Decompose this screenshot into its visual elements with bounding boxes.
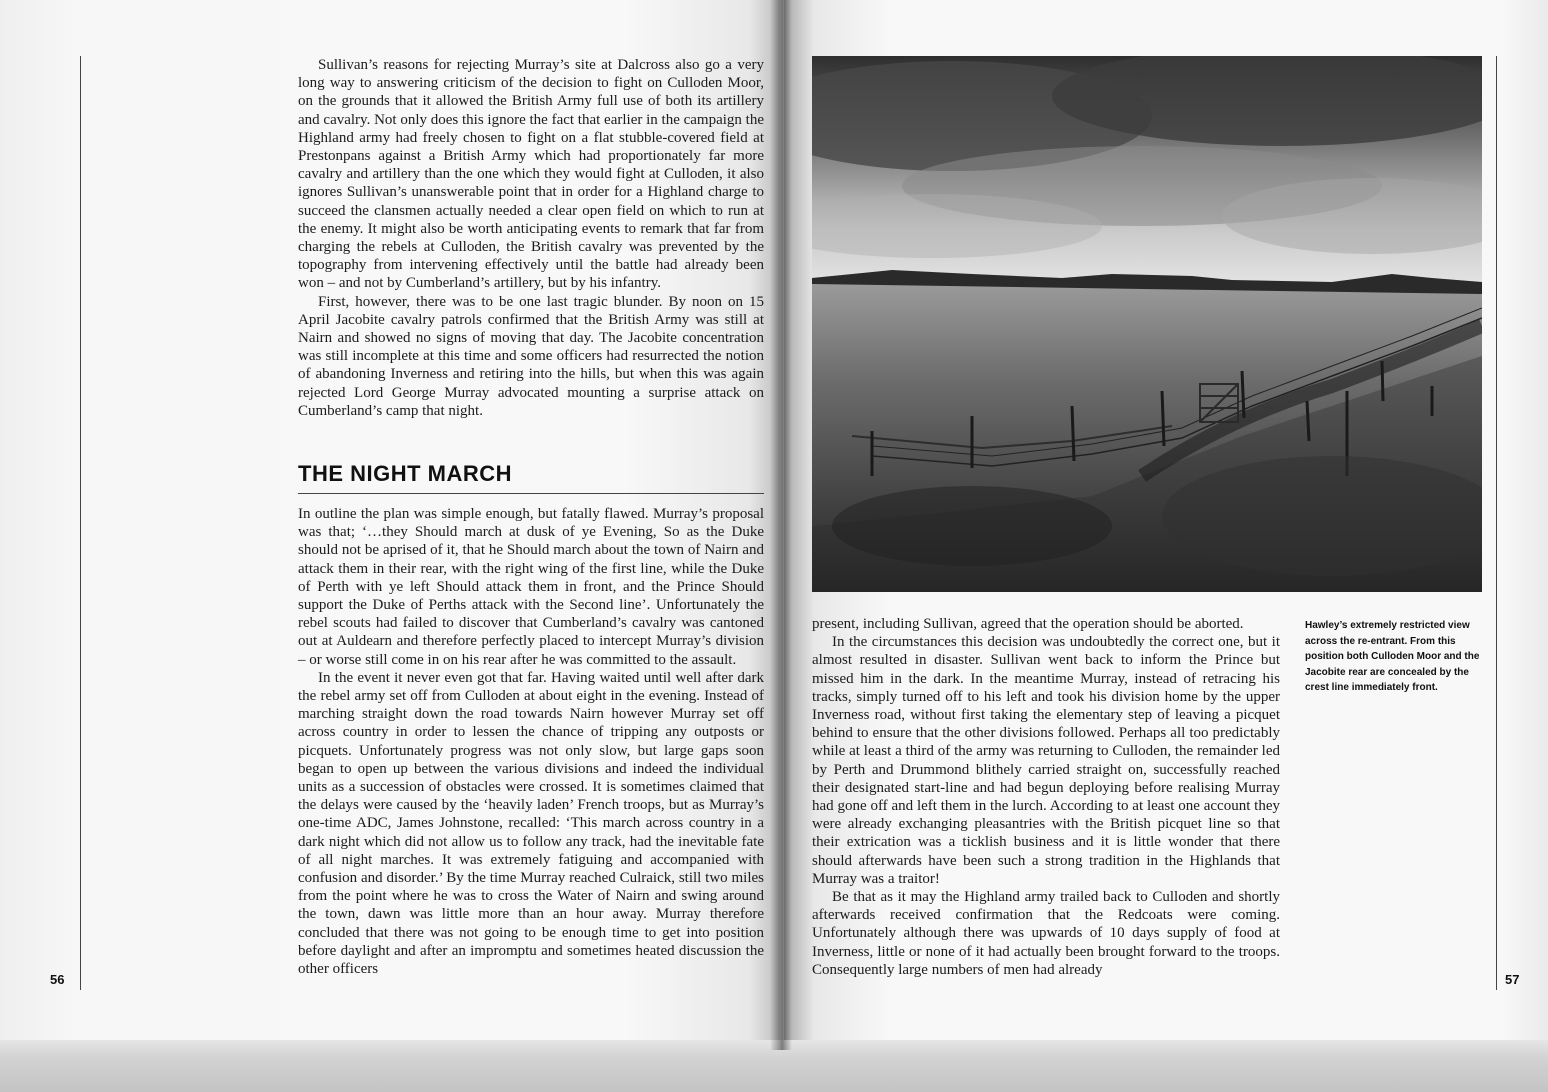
left-column-bottom bbox=[298, 505, 764, 978]
right-column bbox=[812, 615, 1280, 979]
paragraph: present, including Sullivan, agreed that the operation should be aborted. bbox=[812, 616, 1244, 632]
gutter-shadow bbox=[770, 0, 792, 1050]
section-heading: THE NIGHT MARCH bbox=[298, 461, 764, 494]
photo-caption: Hawley’s extremely restricted view across the re-entrant. From this position both Culloden Moor and the Jacobite rear are concealed by the crest line immediately front. bbox=[1305, 620, 1480, 693]
landscape-photo bbox=[812, 56, 1482, 592]
paragraph: In the circumstances this decision was undoubtedly the correct one, but it almost resulted in disaster. Sullivan went back to inform the Prince but missed him in the dark. In the meantime Murray, instead of retracing his tracks, simply turned off to his left and took his division home by the upper Inverness road, without first taking the elementary step of leaving a picquet behind to ensure that the other divisions followed. Perhaps all too predictably while at least a third of the army was returning to Culloden, the remainder led by Perth and Drummond blithely carried straight on, successfully reached their designated start-line and had begun deploying before realising Murray had gone off and left them in the lurch. According to at least one account they were already exchanging pleasantries with the British picquet line so that their extrication was a ticklish business and it is little wonder that there should afterwards have been such a strong tradition in the Highlands that Murray was a traitor! bbox=[812, 634, 1280, 887]
paragraph: Sullivan’s reasons for rejecting Murray’s site at Dalcross also go a very long way to answering criticism of the decision to fight on Culloden Moor, on the grounds that it allowed the British Army full use of both its artillery and cavalry. Not only does this ignore the fact that earlier in the campaign the Highland army had freely chosen to fight on a flat stubble-covered field at Prestonpans against a British Army which had proportionately far more cavalry and artillery than the one which they would fight at Culloden, it also ignores Sullivan’s unanswerable point that in order for a Highland charge to succeed the clansmen actually needed a clear open field on which to run at the enemy. It might also be worth anticipating events to remark that far from charging the rebels at Culloden, the British cavalry was prevented by the topography from intervening effectively until the battle had already been won – and not by Cumberland’s artillery, but by his infantry. bbox=[298, 57, 764, 292]
paragraph: In outline the plan was simple enough, but fatally flawed. Murray’s proposal was that; ‘…they Should march at dusk of ye Evening, So as the Duke should not be aprised of it, that he Should march about the town of Nairn and attack them in their rear, with the right wing of the first line, while the Duke of Perth with ye left Should attack them in front, and the Prince Should support the Duke of Perths attack with the Second line’. Unfortunately the rebel scouts had failed to discover that Cumberland’s cavalry was cantoned out at Auldearn and therefore perfectly placed to intercept Murray’s division – or worse still come in on his rear after he was committed to the assault. bbox=[298, 506, 764, 668]
paragraph: In the event it never even got that far. Having waited until well after dark the rebel army set off from Culloden at about eight in the evening. Instead of marching straight down the road towards Nairn however Murray set off across country in order to lessen the chance of tripping any outposts or picquets. Unfortunately progress was not only slow, but large gaps soon began to open up between the various divisions and indeed the individual units as a succession of obstacles were crossed. It is sometimes claimed that the delays were caused by the ‘heavily laden’ French troops, but as Murray’s one-time ADC, James Johnstone, recalled: ‘This march across country in a dark night which did not allow us to follow any track, had the inevitable fate of all night marches. It was extremely fatiguing and accompanied with confusion and disorder.’ By the time Murray reached Culraick, still two miles from the point where he was to cross the Water of Nairn and swing around the town, dawn was little more than an hour away. Murray therefore concluded that there was not going to be enough time to get into position before daylight and after an impromptu and sometimes heated discussion the other officers bbox=[298, 669, 764, 978]
paragraph: First, however, there was to be one last tragic blunder. By noon on 15 April Jacobite cavalry patrols confirmed that the British Army was still at Nairn and showed no signs of moving that day. The Jacobite concentration was still incomplete at this time and some officers had resurrected the notion of abandoning Inverness and retiring into the hills, but when this was again rejected Lord George Murray advocated mounting a surprise attack on Cumberland’s camp that night. bbox=[298, 293, 764, 419]
page-number-right: 57 bbox=[1505, 972, 1520, 987]
left-margin-rule bbox=[80, 56, 81, 990]
paragraph: Be that as it may the Highland army trailed back to Culloden and shortly afterwards received confirmation that the Redcoats were coming. Unfortunately although there was upwards of 10 days supply of food at Inverness, little or none of it had actually been brought forward to the troops. Consequently large numbers of men had already bbox=[812, 889, 1280, 978]
left-column-top bbox=[298, 56, 764, 420]
right-margin-rule bbox=[1496, 56, 1497, 990]
page-number-left: 56 bbox=[50, 972, 65, 987]
